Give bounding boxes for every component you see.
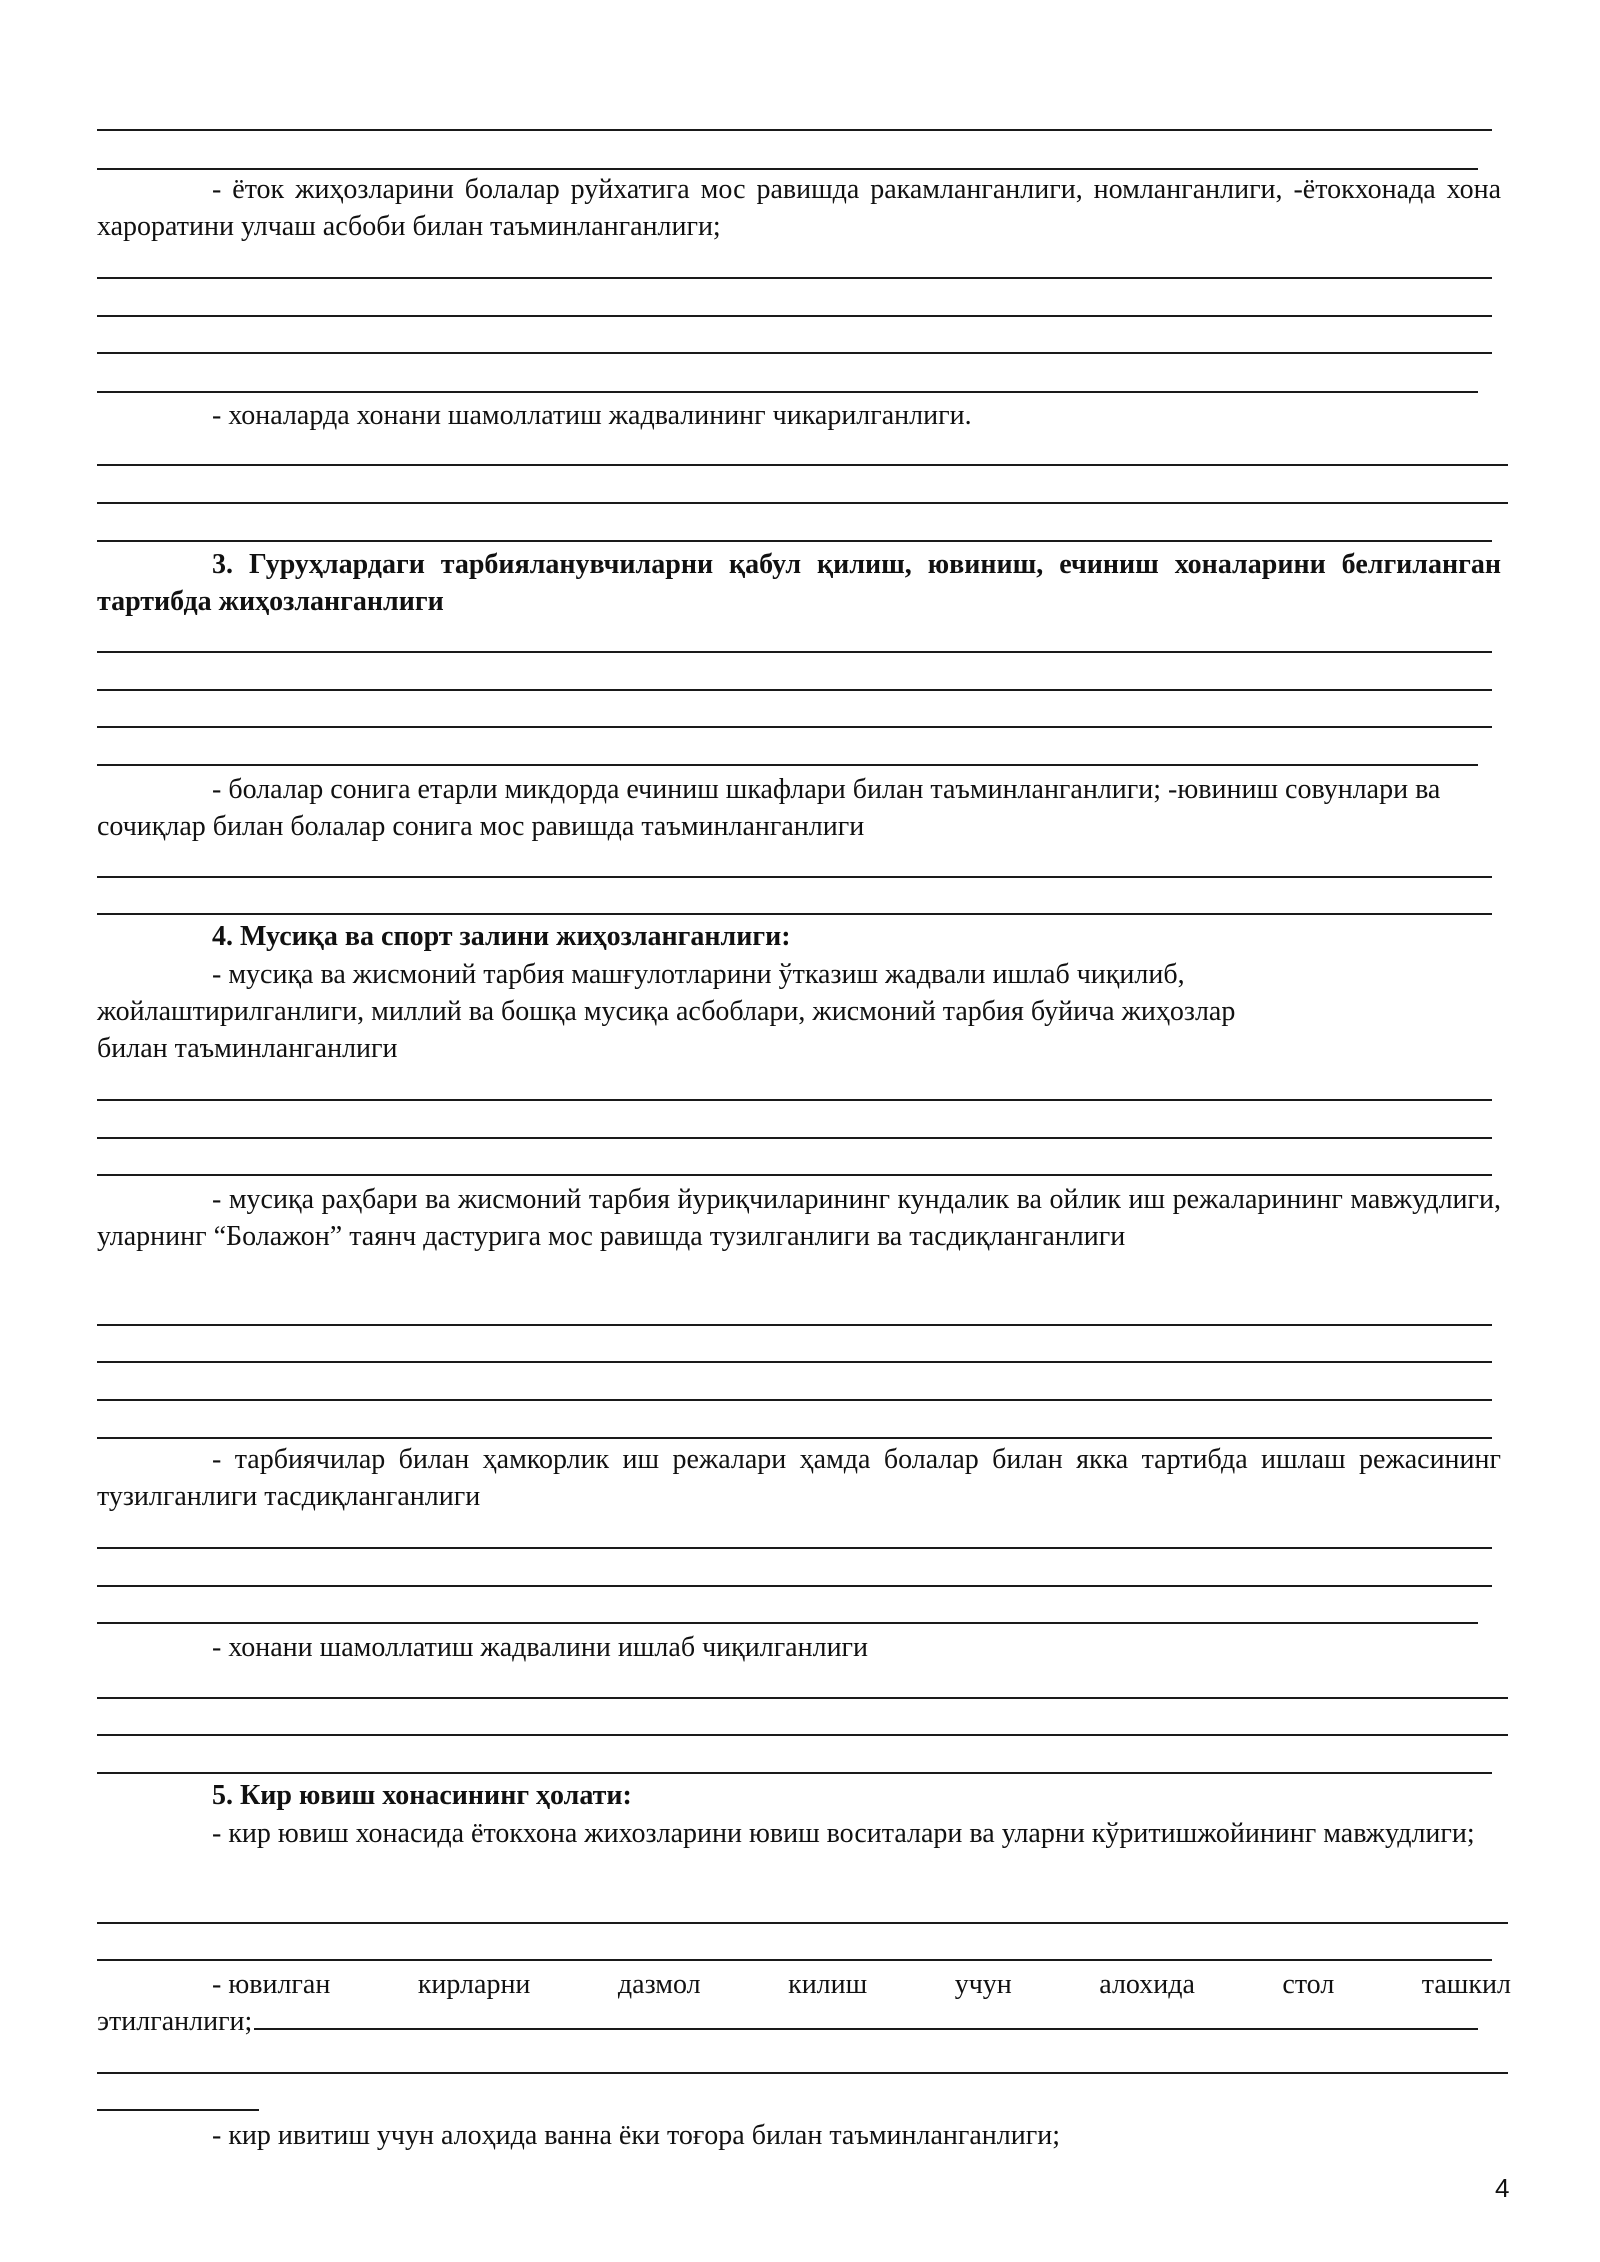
item-word: дазмол — [617, 1969, 701, 2000]
item-line-text: этилганлиги; — [97, 2006, 253, 2037]
item-word: учун — [954, 1969, 1012, 2000]
checklist-item-work-plans: - мусиқа раҳбари ва жисмоний тарбия йуриқчиларининг кундалик ва ойлик иш режаларининг мавжудлиги, уларнинг “Болажон” таянч дастурига мос равишда тузилганлиги ва тасдиқланганлиги — [97, 1184, 1501, 1252]
answer-line — [97, 464, 1508, 466]
answer-line — [97, 1734, 1508, 1736]
page-number: 4 — [1495, 2173, 1510, 2203]
item-word: ташкил — [1421, 1969, 1511, 2000]
answer-line — [97, 315, 1492, 317]
answer-line — [97, 391, 1478, 393]
item-line: - мусиқа ва жисмоний тарбия машғулотларини ўтказиш жадвали ишлаб чиқилиб, — [212, 959, 1185, 990]
item-word: килиш — [788, 1969, 868, 2000]
item-line: жойлаштирилганлиги, миллий ва бошқа мусиқа асбоблари, жисмоний тарбия буйича жиҳозлар — [97, 996, 1236, 1027]
item-line: билан таъминланганлиги — [97, 1033, 398, 1064]
answer-line — [97, 168, 1478, 170]
answer-line — [97, 277, 1492, 279]
answer-line — [97, 129, 1492, 131]
checklist-item-washing-tools: - кир ювиш хонасида ётокхона жихозларини ювиш воситалари ва уларни кўритишжойининг мавжудлиги; — [212, 1818, 1475, 1849]
section-4-heading: 4. Мусиқа ва спорт залини жиҳозланганлиги: — [212, 921, 791, 952]
answer-line — [97, 1772, 1492, 1774]
checklist-item-ironing-table — [97, 1966, 1511, 2040]
item-line — [97, 2003, 1511, 2040]
answer-line — [97, 352, 1492, 354]
answer-line — [97, 913, 1492, 915]
answer-line-short — [97, 2109, 259, 2111]
answer-line — [97, 1399, 1492, 1401]
checklist-item-furniture-numbering: - ёток жиҳозларини болалар руйхатига мос равишда ракамланганлиги, номланганлиги, -ётокхонада хона хароратини улчаш асбоби билан таъминланганлиги; — [97, 174, 1501, 242]
answer-line — [97, 1959, 1492, 1961]
checklist-item-room-ventilation: - хоналарда хонани шамоллатиш жадвалининг чикарилганлиги. — [212, 400, 972, 431]
item-word: алохида — [1099, 1969, 1195, 2000]
item-word: - ювилган — [212, 1969, 331, 2000]
answer-line — [97, 764, 1478, 766]
checklist-item-soaking-tub: - кир ивитиш учун алоҳида ванна ёки тоғора билан таъминланганлиги; — [212, 2120, 1060, 2151]
checklist-item-cooperation-plans: - тарбиячилар билан ҳамкорлик иш режалари ҳамда болалар билан якка тартибда ишлаш режасининг тузилганлиги тасдиқланганлиги — [97, 1444, 1501, 1512]
item-word: кирларни — [417, 1969, 531, 2000]
checklist-item-hall-ventilation: - хонани шамоллатиш жадвалини ишлаб чиқилганлиги — [212, 1632, 869, 1663]
checklist-item-music-sport-schedule — [97, 956, 1501, 1067]
answer-line — [97, 540, 1492, 542]
answer-line — [97, 651, 1492, 653]
item-word: стол — [1282, 1969, 1335, 2000]
answer-line — [97, 1622, 1478, 1624]
answer-line — [97, 502, 1508, 504]
answer-line — [97, 689, 1492, 691]
checklist-item-lockers-and-soap: - болалар сонига етарли микдорда ечиниш шкафлари билан таъминланганлиги; -ювиниш совунлари ва сочиқлар билан болалар сонига мос равишда таъминланганлиги — [97, 774, 1441, 842]
answer-line — [97, 1547, 1492, 1549]
answer-line — [97, 1585, 1492, 1587]
answer-line — [97, 1099, 1492, 1101]
answer-line — [97, 876, 1492, 878]
answer-line — [97, 1324, 1492, 1326]
answer-line — [97, 1137, 1492, 1139]
answer-line — [97, 1174, 1492, 1176]
section-5-heading: 5. Кир ювиш хонасининг ҳолати: — [212, 1780, 632, 1811]
answer-line — [97, 1437, 1492, 1439]
item-line-justified — [97, 1966, 1511, 2003]
answer-line — [97, 1697, 1508, 1699]
answer-line — [97, 1922, 1508, 1924]
answer-line — [97, 1361, 1492, 1363]
answer-line — [97, 726, 1492, 728]
answer-line — [97, 2072, 1508, 2074]
section-3-heading: 3. Гуруҳлардаги тарбияланувчиларни қабул қилиш, ювиниш, ечиниш хоналарини белгиланган тартибда жиҳозланганлиги — [97, 549, 1501, 617]
answer-line-inline — [254, 2006, 1478, 2030]
